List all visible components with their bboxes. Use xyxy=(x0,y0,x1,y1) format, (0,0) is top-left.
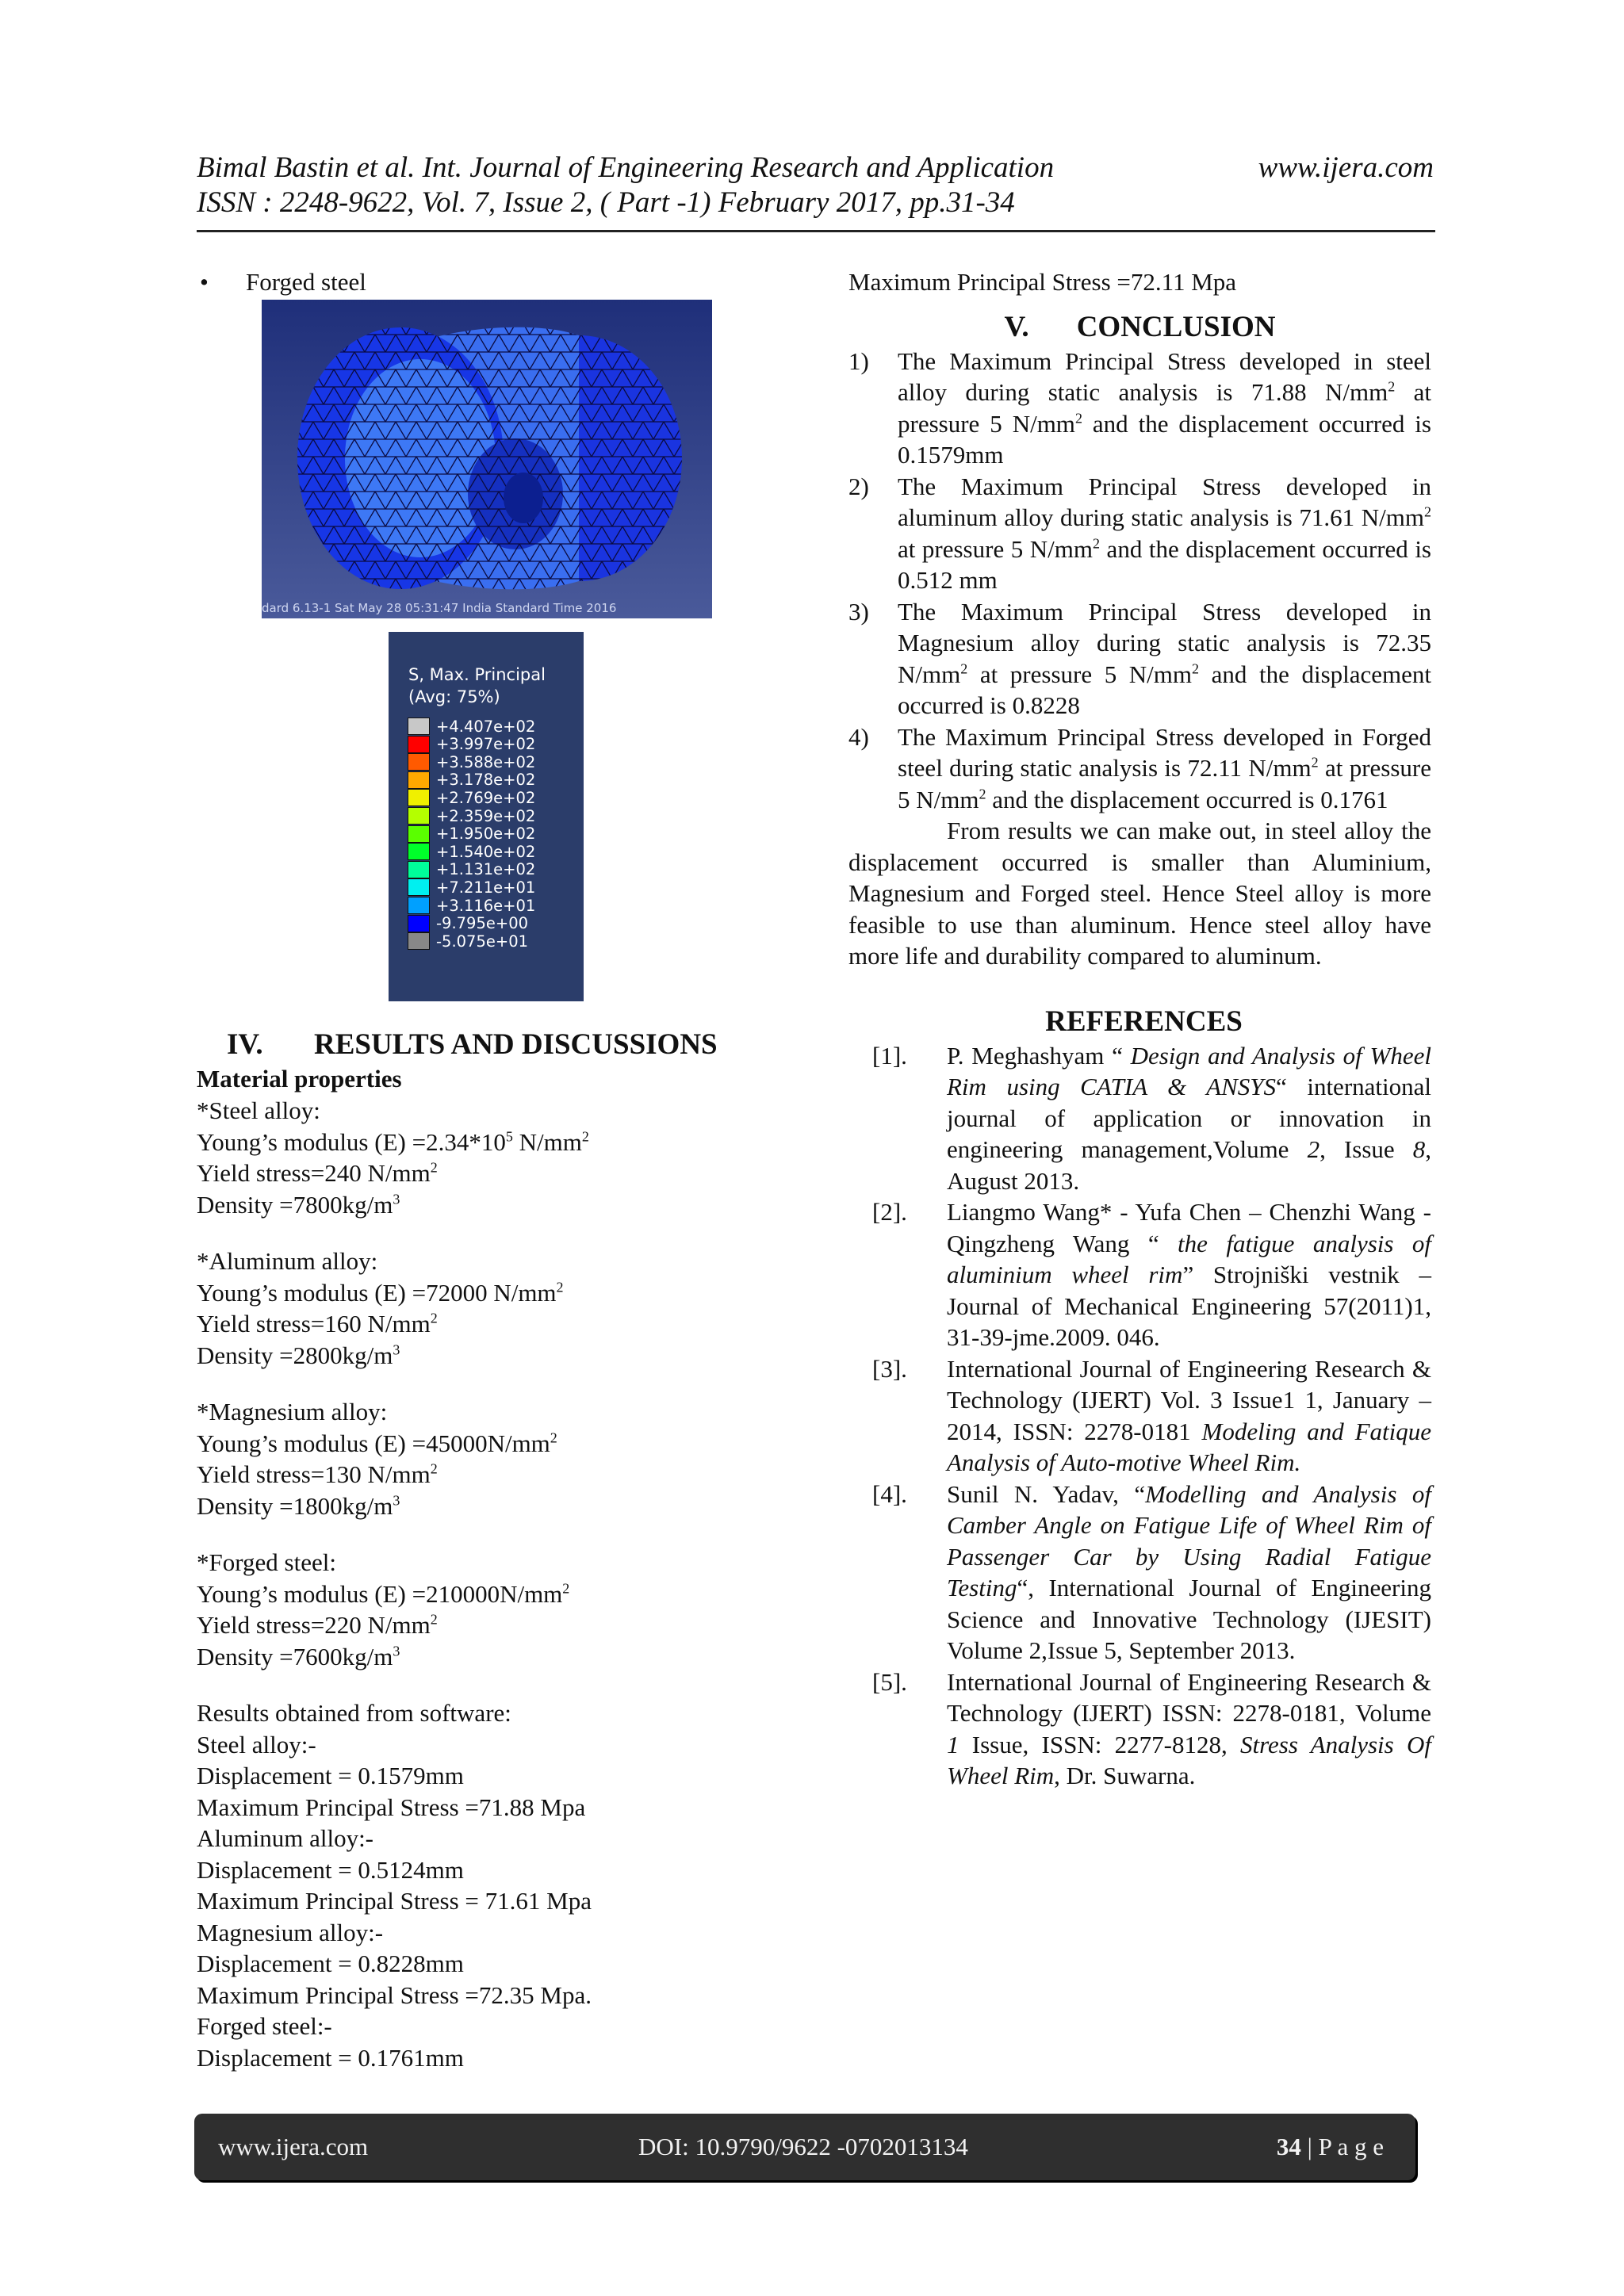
legend-swatch xyxy=(408,897,430,914)
reference-number: [3]. xyxy=(872,1354,907,1383)
reference-text: Liangmo Wang* - Yufa Chen – Chenzhi Wang - Qingzheng Wang “ the fatigue analysis of aluminium wheel rim” Strojniški vestnik – Journal of Mechanical Engineering 57(2011)1, 31-39-jme.2009. 046. xyxy=(947,1198,1431,1351)
conclusion-item xyxy=(848,471,1431,596)
legend-entry xyxy=(408,843,535,860)
legend-label: +3.116e+01 xyxy=(436,896,536,915)
bullet-dot-icon: • xyxy=(200,268,209,296)
legend-label: +2.769e+02 xyxy=(436,788,536,807)
section-heading-conclusion xyxy=(848,309,1431,346)
conclusion-list xyxy=(848,346,1431,816)
reference-text: Sunil N. Yadav, “Modelling and Analysis of Camber Angle on Fatigue Life of Wheel Rim of Passenger Car by Using Radial Fatigue Testing“, International Journal of Engineering Science and Innovative Technology (IJESIT) Volume 2,Issue 5, September 2013. xyxy=(947,1479,1431,1664)
legend-entry xyxy=(408,789,535,806)
left-column xyxy=(197,266,744,298)
legend-label: -5.075e+01 xyxy=(436,932,529,951)
reference-item xyxy=(848,1040,1431,1197)
yield-stress: Yield stress=130 $N/mm^2$ xyxy=(197,1460,438,1488)
conclusion-number: 4) xyxy=(848,722,869,751)
legend-entry xyxy=(408,736,535,753)
result-line: Forged steel:- xyxy=(197,2012,332,2040)
legend-label: +3.178e+02 xyxy=(436,771,536,790)
conclusion-text: The Maximum Principal Stress developed in aluminum alloy during static analysis is 71.61 $N/mm^2$ at pressure 5 $N/mm^2$ and the displacement occurred is 0.512 mm xyxy=(898,472,1431,594)
header-site-link[interactable]: www.ijera.com xyxy=(1258,151,1434,184)
conclusion-item xyxy=(848,721,1431,816)
legend-label: +2.359e+02 xyxy=(436,806,536,825)
legend-entry xyxy=(408,915,528,932)
header-rule xyxy=(197,230,1435,232)
young-modulus: Young’s modulus $(E) =210000N/mm^2$ xyxy=(197,1579,570,1608)
legend-entry xyxy=(408,807,535,825)
material-properties-heading: Material properties xyxy=(197,1065,402,1093)
legend-entry xyxy=(408,718,535,735)
section-heading-results xyxy=(197,1027,752,1063)
young-modulus: Young’s modulus $(E) =45000N/mm^2$ xyxy=(197,1429,557,1457)
reference-text: International Journal of Engineering Research & Technology (IJERT) Vol. 3 Issue1 1, January – 2014, ISSN: 2278-0181 Modeling and Fatique Analysis of Auto-motive Wheel Rim. xyxy=(947,1354,1431,1476)
legend-label: +1.131e+02 xyxy=(436,860,536,879)
result-line: Maximum Principal Stress =72.35 Mpa. xyxy=(197,1980,592,2009)
legend-title-line2: (Avg: 75%) xyxy=(408,687,500,706)
legend-swatch xyxy=(408,932,430,950)
results-section xyxy=(197,1027,752,2073)
conclusion-number: 1) xyxy=(848,346,869,375)
conclusion-item xyxy=(848,346,1431,471)
legend-title-line1: S, Max. Principal xyxy=(408,665,546,684)
legend-entry xyxy=(408,771,535,789)
footer-site-link[interactable]: www.ijera.com xyxy=(218,2133,369,2160)
material-name: *Magnesium alloy: xyxy=(197,1398,388,1425)
young-modulus: Young’s modulus (E) =72000 $N/mm^2$ xyxy=(197,1278,564,1307)
legend-swatch xyxy=(408,825,430,843)
reference-number: [4]. xyxy=(872,1479,907,1508)
result-line: Aluminum alloy:- xyxy=(197,1824,374,1852)
forged-properties xyxy=(197,1547,752,1672)
legend-entry xyxy=(408,878,535,896)
header-issn: ISSN : 2248-9622, Vol. 7, Issue 2, ( Part -1) February 2017, pp.31-34 xyxy=(197,186,1015,219)
conclusion-text: The Maximum Principal Stress developed in Magnesium alloy during static analysis is 72.35 $N/mm^2$ at pressure 5 $N/mm^2$ and the displacement occurred is 0.8228 xyxy=(898,597,1432,719)
conclusion-summary: From results we can make out, in steel alloy the displacement occurred is smaller than Aluminium, Magnesium and Forged steel. Hence Steel alloy is more feasible to use than aluminum. Hence steel alloy have more life and durability compared to aluminum. xyxy=(848,817,1431,970)
legend-title xyxy=(408,664,546,708)
section-title: RESULTS AND DISCUSSIONS xyxy=(314,1028,718,1061)
figure-caption: dard 6.13-1 Sat May 28 05:31:47 India Standard Time 2016 xyxy=(262,601,617,615)
reference-item xyxy=(848,1353,1431,1479)
material-name: *Aluminum alloy: xyxy=(197,1247,378,1275)
result-line: Displacement = 0.1579mm xyxy=(197,1762,464,1789)
result-line: Magnesium alloy:- xyxy=(197,1918,384,1946)
reference-list xyxy=(848,1040,1431,1792)
result-line: Steel alloy:- xyxy=(197,1730,316,1758)
yield-stress: Yield stress=220 $N/mm^2$ xyxy=(197,1611,438,1639)
conclusion-text: The Maximum Principal Stress developed in steel alloy during static analysis is 71.88 $N/mm^2$ at pressure 5 $N/mm^2$ and the displacement occurred is 0.1579mm xyxy=(898,346,1431,469)
header-citation: Bimal Bastin et al. Int. Journal of Engineering Research and Application xyxy=(197,151,1055,184)
legend-entry xyxy=(408,825,535,843)
material-name: *Steel alloy: xyxy=(197,1096,320,1124)
result-forged-stress: Maximum Principal Stress =72.11 Mpa xyxy=(848,268,1237,296)
rim-fea-figure xyxy=(262,300,712,618)
result-line: Displacement = 0.8228mm xyxy=(197,1950,464,1977)
legend-label: -9.795e+00 xyxy=(436,914,529,933)
aluminum-properties xyxy=(197,1246,752,1371)
legend-swatch xyxy=(408,789,430,806)
legend-label: +4.407e+02 xyxy=(436,717,536,736)
result-line: Maximum Principal Stress = 71.61 Mpa xyxy=(197,1887,592,1915)
reference-number: [1]. xyxy=(872,1041,907,1070)
section-number: V. xyxy=(1004,310,1029,343)
bullet-item xyxy=(197,266,744,298)
reference-text: P. Meghashyam “ Design and Analysis of Wheel Rim using CATIA & ANSYS“ international journal of application or innovation in engineering management,Volume 2, Issue 8, August 2013. xyxy=(947,1041,1431,1195)
reference-number: [5]. xyxy=(872,1667,907,1696)
footer-doi: DOI: 10.9790/9622 -0702013134 xyxy=(638,2133,968,2160)
legend-swatch xyxy=(408,915,430,932)
legend-swatch xyxy=(408,718,430,735)
footer-page-number: 34 | P a g e xyxy=(1276,2133,1384,2160)
legend-entry xyxy=(408,897,535,914)
reference-item xyxy=(848,1196,1431,1353)
page-header xyxy=(197,151,1434,230)
magnesium-properties xyxy=(197,1396,752,1521)
legend-label: +1.950e+02 xyxy=(436,825,536,844)
conclusion-number: 3) xyxy=(848,597,869,626)
legend-swatch xyxy=(408,861,430,878)
density: Density $=7600kg/m^3$ xyxy=(197,1642,400,1670)
steel-properties xyxy=(197,1095,752,1220)
legend-swatch xyxy=(408,736,430,753)
density: Density $=2800kg/m^3$ xyxy=(197,1341,400,1369)
result-line: Displacement = 0.5124mm xyxy=(197,1855,464,1884)
legend-entry xyxy=(408,932,528,950)
bullet-text: Forged steel xyxy=(246,268,366,296)
reference-text: International Journal of Engineering Research & Technology (IJERT) ISSN: 2278-0181, Volume 1 Issue, ISSN: 2277-8128, Stress Analysis Of Wheel Rim, Dr. Suwarna. xyxy=(947,1667,1432,1789)
result-line: Maximum Principal Stress =71.88 Mpa xyxy=(197,1793,586,1821)
material-name: *Forged steel: xyxy=(197,1548,336,1576)
result-line: Displacement = 0.1761mm xyxy=(197,2043,464,2072)
legend-label: +3.997e+02 xyxy=(436,735,536,754)
stress-legend-figure xyxy=(389,632,584,1001)
legend-swatch xyxy=(408,878,430,896)
legend-entry xyxy=(408,753,535,771)
density: Density $=1800kg/m^3$ xyxy=(197,1491,400,1520)
legend-swatch xyxy=(408,771,430,789)
conclusion-item xyxy=(848,596,1431,721)
reference-item xyxy=(848,1667,1431,1792)
yield-stress: Yield stress=160 $N/mm^2$ xyxy=(197,1310,438,1337)
page-footer xyxy=(194,2114,1415,2180)
results-list xyxy=(197,1729,752,2074)
conclusion-text: The Maximum Principal Stress developed in Forged steel during static analysis is 72.11 $N/mm^2$ at pressure 5 $N/mm^2$ and the displacement occurred is 0.1761 xyxy=(898,722,1431,813)
legend-label: +3.588e+02 xyxy=(436,752,536,771)
section-title: REFERENCES xyxy=(1045,1004,1243,1038)
legend-entry xyxy=(408,861,535,878)
references-heading xyxy=(848,1004,1431,1040)
reference-number: [2]. xyxy=(872,1198,907,1226)
density: Density $=7800kg/m^3$ xyxy=(197,1190,400,1219)
reference-item xyxy=(848,1479,1431,1667)
rim-mesh-icon xyxy=(262,300,712,618)
section-title: CONCLUSION xyxy=(1076,310,1276,343)
yield-stress: Yield stress=240 $N/mm^2$ xyxy=(197,1159,438,1187)
conclusion-number: 2) xyxy=(848,472,869,500)
legend-swatch xyxy=(408,753,430,771)
section-number: IV. xyxy=(227,1028,263,1061)
legend-label: +1.540e+02 xyxy=(436,842,536,861)
young-modulus: Young’s modulus $(E) =2.34*10^5$ $N/mm^2$ xyxy=(197,1127,589,1156)
legend-label: +7.211e+01 xyxy=(436,878,536,897)
results-intro: Results obtained from software: xyxy=(197,1699,511,1727)
right-column xyxy=(848,266,1431,1792)
legend-swatch xyxy=(408,807,430,825)
legend-swatch xyxy=(408,843,430,860)
